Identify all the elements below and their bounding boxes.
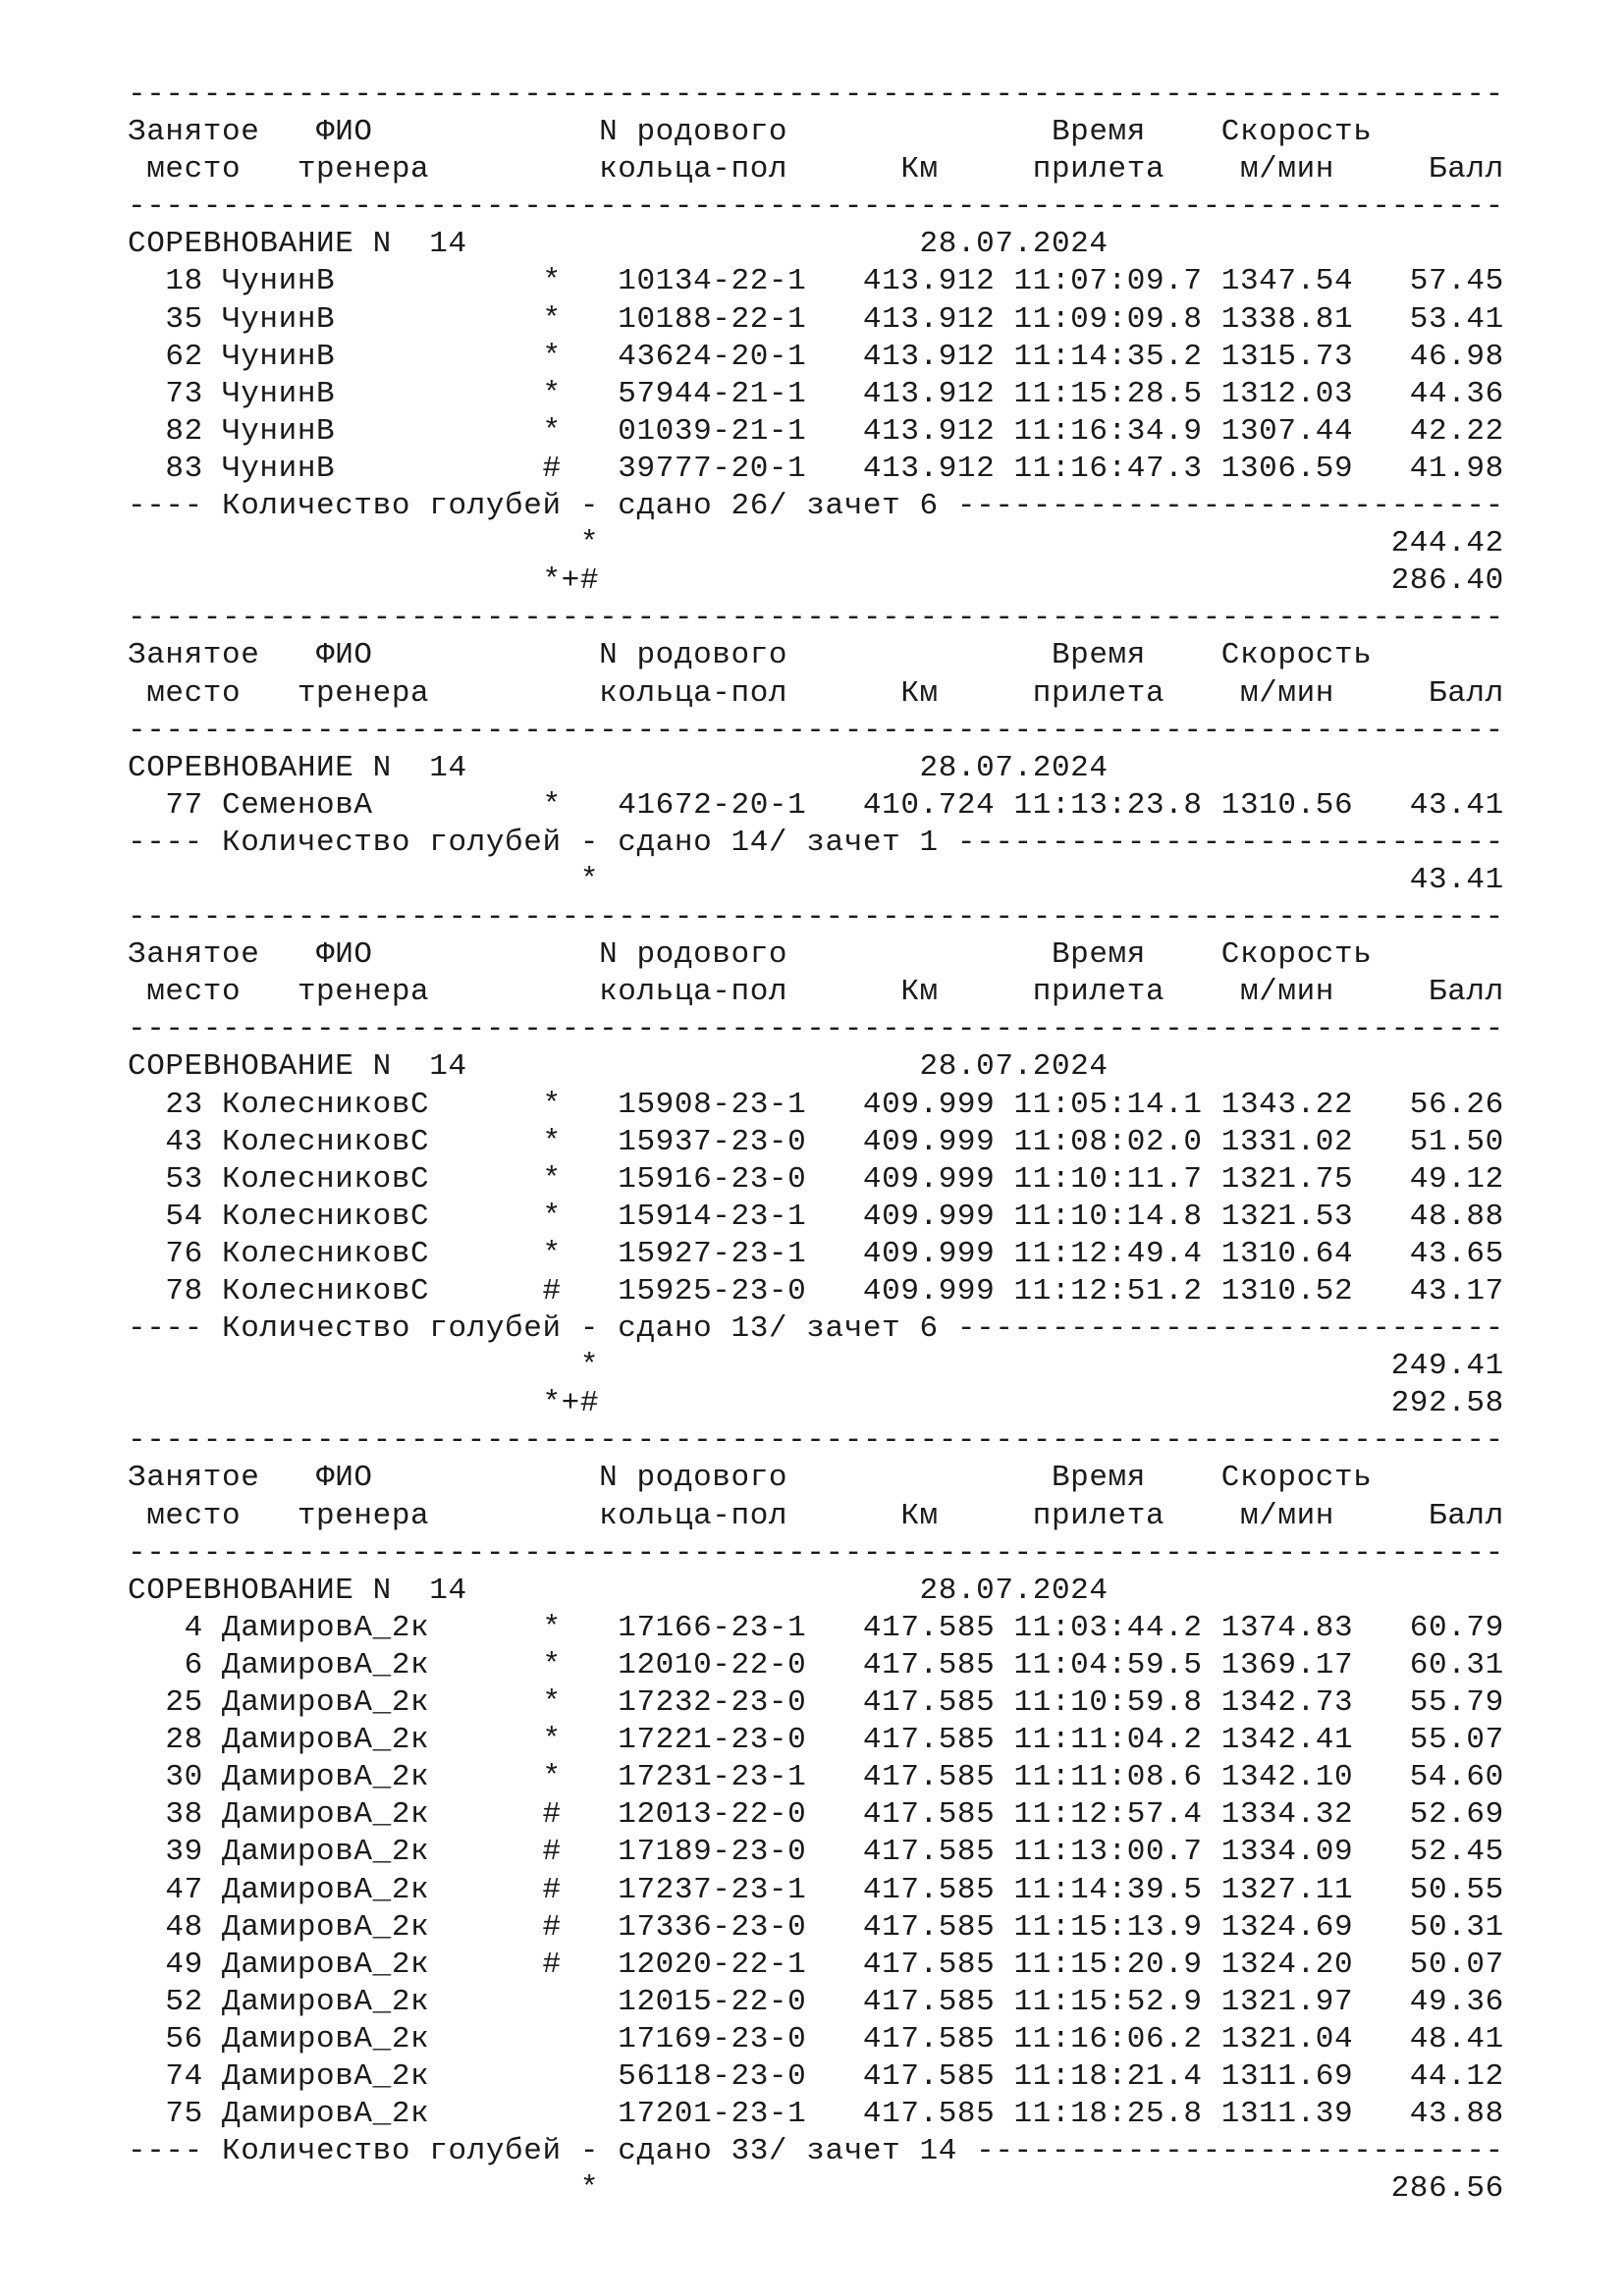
result-row: 73 ЧунинВ * 57944-21-1 413.912 11:15:28.5 1312.03 44.36	[128, 376, 1504, 411]
result-row: 82 ЧунинВ * 01039-21-1 413.912 11:16:34.9 1307.44 42.22	[128, 413, 1504, 449]
result-row: 62 ЧунинВ * 43624-20-1 413.912 11:14:35.2 1315.73 46.98	[128, 339, 1504, 374]
result-row: 39 ДамировА_2к # 17189-23-0 417.585 11:13:00.7 1334.09 52.45	[128, 1835, 1504, 1870]
separator-line: -------------------------------------------------------------------------	[128, 1423, 1504, 1459]
column-header-row-2: место тренера кольца-пол Км прилета м/мин Балл	[128, 1498, 1504, 1533]
result-row: 28 ДамировА_2к * 17221-23-0 417.585 11:11:04.2 1342.41 55.07	[128, 1723, 1504, 1758]
result-row: 76 КолесниковС * 15927-23-1 409.999 11:12:49.4 1310.64 43.65	[128, 1236, 1504, 1271]
result-row: 43 КолесниковС * 15937-23-0 409.999 11:08:02.0 1331.02 51.50	[128, 1124, 1504, 1159]
pigeon-count-line: ---- Количество голубей - сдано 33/ зачет 14 ----------------------------	[128, 2134, 1504, 2169]
separator-line: -------------------------------------------------------------------------	[128, 1535, 1504, 1571]
total-score-line: * 249.41	[128, 1349, 1504, 1384]
total-score-line: * 286.56	[128, 2171, 1504, 2207]
column-header-row-2: место тренера кольца-пол Км прилета м/мин Балл	[128, 152, 1504, 187]
column-header-row-1: Занятое ФИО N родового Время Скорость	[128, 937, 1373, 973]
competition-title: СОРЕВНОВАНИЕ N 14 28.07.2024	[128, 227, 1109, 262]
result-row: 75 ДамировА_2к 17201-23-1 417.585 11:18:25.8 1311.39 43.88	[128, 2097, 1504, 2132]
pigeon-count-line: ---- Количество голубей - сдано 26/ зачет 6 -----------------------------	[128, 489, 1504, 524]
total-score-line: * 244.42	[128, 526, 1504, 561]
result-row: 74 ДамировА_2к 56118-23-0 417.585 11:18:21.4 1311.69 44.12	[128, 2058, 1504, 2094]
column-header-row-2: место тренера кольца-пол Км прилета м/мин Балл	[128, 675, 1504, 711]
result-row: 49 ДамировА_2к # 12020-22-1 417.585 11:15:20.9 1324.20 50.07	[128, 1947, 1504, 1982]
separator-line: -------------------------------------------------------------------------	[128, 713, 1504, 748]
result-row: 38 ДамировА_2к # 12013-22-0 417.585 11:12:57.4 1334.32 52.69	[128, 1797, 1504, 1833]
column-header-row-1: Занятое ФИО N родового Время Скорость	[128, 638, 1373, 673]
result-row: 52 ДамировА_2к 12015-22-0 417.585 11:15:52.9 1321.97 49.36	[128, 1984, 1504, 2019]
result-row: 4 ДамировА_2к * 17166-23-1 417.585 11:03:44.2 1374.83 60.79	[128, 1610, 1504, 1645]
separator-line: -------------------------------------------------------------------------	[128, 78, 1504, 112]
competition-title: СОРЕВНОВАНИЕ N 14 28.07.2024	[128, 1049, 1109, 1085]
total-score-line: *+# 286.40	[128, 563, 1504, 599]
race-results-report	[128, 77, 1504, 2208]
pigeon-count-line: ---- Количество голубей - сдано 13/ зачет 6 -----------------------------	[128, 1311, 1504, 1347]
result-row: 25 ДамировА_2к * 17232-23-0 417.585 11:10:59.8 1342.73 55.79	[128, 1685, 1504, 1721]
total-score-line: * 43.41	[128, 862, 1504, 897]
result-row: 56 ДамировА_2к 17169-23-0 417.585 11:16:06.2 1321.04 48.41	[128, 2021, 1504, 2056]
competition-title: СОРЕВНОВАНИЕ N 14 28.07.2024	[128, 750, 1109, 785]
result-row: 53 КолесниковС * 15916-23-0 409.999 11:10:11.7 1321.75 49.12	[128, 1161, 1504, 1197]
result-row: 23 КолесниковС * 15908-23-1 409.999 11:05:14.1 1343.22 56.26	[128, 1087, 1504, 1122]
separator-line: -------------------------------------------------------------------------	[128, 189, 1504, 225]
column-header-row-1: Занятое ФИО N родового Время Скорость	[128, 1461, 1373, 1496]
separator-line: -------------------------------------------------------------------------	[128, 1012, 1504, 1047]
competition-title: СОРЕВНОВАНИЕ N 14 28.07.2024	[128, 1573, 1109, 1608]
result-row: 47 ДамировА_2к # 17237-23-1 417.585 11:14:39.5 1327.11 50.55	[128, 1872, 1504, 1907]
result-row: 78 КолесниковС # 15925-23-0 409.999 11:12:51.2 1310.52 43.17	[128, 1274, 1504, 1308]
column-header-row-1: Занятое ФИО N родового Время Скорость	[128, 115, 1373, 150]
result-row: 6 ДамировА_2к * 12010-22-0 417.585 11:04:59.5 1369.17 60.31	[128, 1647, 1504, 1682]
result-row: 18 ЧунинВ * 10134-22-1 413.912 11:07:09.7 1347.54 57.45	[128, 264, 1504, 299]
column-header-row-2: место тренера кольца-пол Км прилета м/мин Балл	[128, 975, 1504, 1010]
result-row: 30 ДамировА_2к * 17231-23-1 417.585 11:11:08.6 1342.10 54.60	[128, 1760, 1504, 1795]
total-score-line: *+# 292.58	[128, 1386, 1504, 1421]
result-row: 35 ЧунинВ * 10188-22-1 413.912 11:09:09.8 1338.81 53.41	[128, 301, 1504, 337]
pigeon-count-line: ---- Количество голубей - сдано 14/ зачет 1 -----------------------------	[128, 825, 1504, 860]
result-row: 77 СеменовА * 41672-20-1 410.724 11:13:23.8 1310.56 43.41	[128, 787, 1504, 823]
result-row: 48 ДамировА_2к # 17336-23-0 417.585 11:15:13.9 1324.69 50.31	[128, 1909, 1504, 1945]
separator-line: -------------------------------------------------------------------------	[128, 601, 1504, 636]
separator-line: -------------------------------------------------------------------------	[128, 900, 1504, 935]
result-row: 54 КолесниковС * 15914-23-1 409.999 11:10:14.8 1321.53 48.88	[128, 1199, 1504, 1234]
result-row: 83 ЧунинВ # 39777-20-1 413.912 11:16:47.3 1306.59 41.98	[128, 451, 1504, 486]
